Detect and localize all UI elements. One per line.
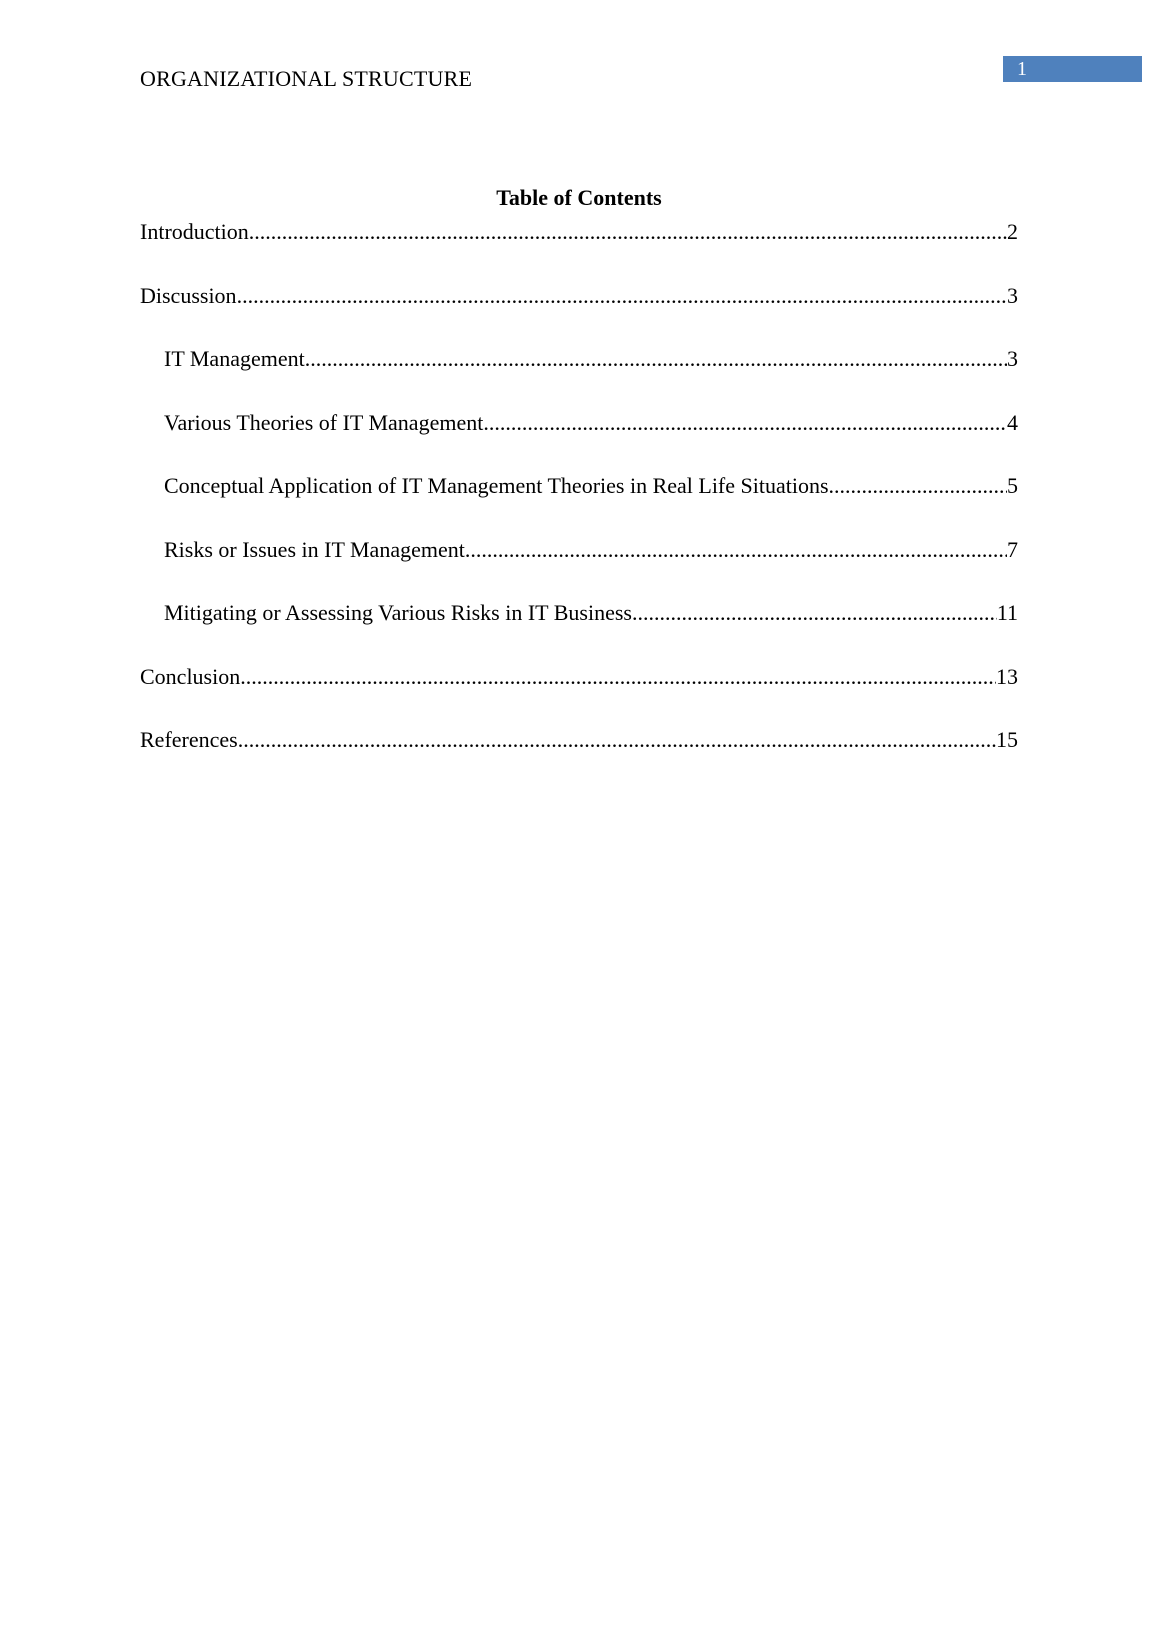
toc-dot-leader <box>240 664 996 690</box>
toc-entry-page: 5 <box>1007 473 1018 498</box>
toc-entry-it-management[interactable] <box>140 346 1018 410</box>
toc-entry-page: 3 <box>1007 282 1018 308</box>
toc-dot-leader <box>305 346 1007 372</box>
toc-entry-label: Mitigating or Assessing Various Risks in IT Business <box>164 600 632 625</box>
toc-entry-conclusion[interactable] <box>140 664 1018 728</box>
toc-entry-label: IT Management <box>164 346 305 371</box>
toc-dot-leader <box>238 727 996 753</box>
toc-entry-various-theories[interactable] <box>140 410 1018 474</box>
toc-entry-introduction[interactable] <box>140 219 1018 283</box>
toc-entry-label: Various Theories of IT Management <box>164 409 484 435</box>
toc-entry-page: 7 <box>1007 536 1018 562</box>
toc-entry-conceptual-application[interactable] <box>140 473 1018 537</box>
toc-dot-leader <box>465 537 1007 563</box>
running-header-title: ORGANIZATIONAL STRUCTURE <box>140 66 473 91</box>
toc-entry-label: Discussion <box>140 282 237 308</box>
toc-entry-references[interactable] <box>140 727 1018 791</box>
toc-dot-leader <box>249 219 1007 245</box>
toc-entry-label: Conceptual Application of IT Management Theories in Real Life Situations <box>164 473 829 498</box>
toc-entry-page: 2 <box>1007 219 1018 244</box>
toc-entry-page: 4 <box>1007 409 1018 435</box>
toc-entry-mitigating-risks[interactable] <box>140 600 1018 664</box>
toc-entry-label: References <box>140 727 238 752</box>
toc-dot-leader <box>237 283 1007 309</box>
toc-dot-leader <box>829 473 1007 499</box>
toc-entry-label: Introduction <box>140 219 249 244</box>
toc-dot-leader <box>632 600 997 626</box>
toc-entry-label: Risks or Issues in IT Management <box>164 536 465 562</box>
table-of-contents <box>140 219 1018 791</box>
toc-entry-page: 11 <box>996 600 1018 625</box>
toc-entry-page: 3 <box>1007 346 1018 371</box>
toc-entry-page: 15 <box>996 727 1018 752</box>
toc-entry-page: 13 <box>996 663 1018 689</box>
toc-entry-label: Conclusion <box>140 663 241 689</box>
page-number-badge: 1 <box>1003 56 1142 82</box>
toc-entry-risks-or-issues[interactable] <box>140 537 1018 601</box>
toc-heading: Table of Contents <box>496 185 662 210</box>
toc-dot-leader <box>483 410 1007 436</box>
toc-entry-discussion[interactable] <box>140 283 1018 347</box>
